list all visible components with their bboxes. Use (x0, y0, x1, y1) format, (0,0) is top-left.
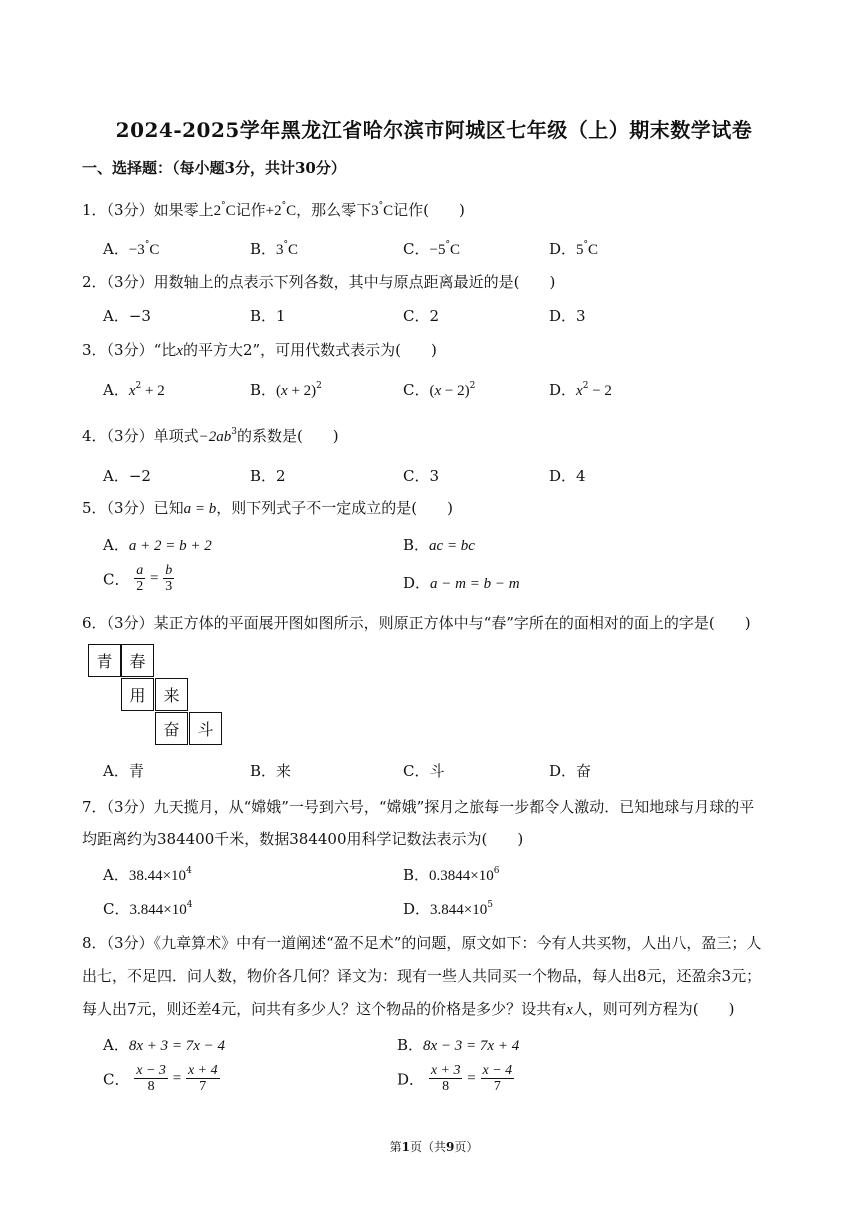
question-1-stem: 1．（3分）如果零上2°C记作+2°C，那么零下3°C记作( ) (82, 201, 465, 219)
q5-option-a: A．a + 2 = b + 2 (103, 536, 212, 554)
net-cell-dou: 斗 (189, 712, 222, 745)
q2-option-a: A．−3 (103, 307, 151, 325)
q8-option-a: A．8x + 3 = 7x − 4 (103, 1036, 226, 1054)
q5-option-d: D．a − m = b − m (403, 574, 520, 592)
q7-option-a: A．$38.44\times 10^4$ (103, 866, 192, 884)
question-3-stem: 3．（3分）“比x的平方大2”，可用代数式表示为( ) (82, 341, 437, 359)
question-7-line-1: 7．（3分）九天揽月，从“嫦娥”一号到六号，“嫦娥”探月之旅每一步都令人激动．已知地球与月球的平 (82, 798, 755, 816)
q6-option-b: B．来 (250, 762, 292, 780)
question-8-line-2: 出七，不足四．问人数，物价各几何？译文为：现有一些人共同买一个物品，每人出8元，还盈余3元； (82, 967, 762, 985)
q6-option-c: C．斗 (403, 762, 445, 780)
net-cell-lai: 来 (155, 678, 188, 711)
q4-option-c: C．3 (403, 467, 440, 485)
q2-option-b: B．1 (250, 307, 286, 325)
q3-option-b: B．$(x + 2)^2$ (250, 381, 322, 399)
q5-option-c: C． $\frac{a}{2}$ = $\frac{b}{3}$ (103, 563, 173, 595)
q2-option-d: D．3 (549, 307, 586, 325)
q1-option-a: A．−3°C (103, 240, 160, 258)
q1-option-b: B．3°C (250, 240, 299, 258)
q8-option-d: D． $\frac{x + 3}{8}$ = $\frac{x - 4}{7}$ (397, 1063, 513, 1095)
q1-option-d: D．5°C (549, 240, 599, 258)
q3-option-a: A．$x^2 + 2$ (103, 381, 165, 399)
q8-option-c: C． $\frac{x - 3}{8}$ = $\frac{x + 4}{7}$ (103, 1063, 218, 1095)
q2-option-c: C．2 (403, 307, 440, 325)
page-footer: 第1页（共9页） (389, 1140, 479, 1154)
q4-option-a: A．−2 (103, 467, 151, 485)
question-2-stem: 2．（3分）用数轴上的点表示下列各数，其中与原点距离最近的是( ) (82, 273, 556, 291)
exam-title: 2024-2025学年黑龙江省哈尔滨市阿城区七年级（上）期末数学试卷 (115, 118, 753, 142)
question-7-line-2: 均距离约为384400千米，数据384400用科学记数法表示为( ) (82, 830, 524, 848)
question-4-stem: 4．（3分）单项式$-2ab^3$的系数是( ) (82, 427, 339, 445)
question-5-stem: 5．（3分）已知a = b，则下列式子不一定成立的是( ) (82, 499, 453, 517)
question-6-stem: 6．（3分）某正方体的平面展开图如图所示，则原正方体中与“春”字所在的面相对的面上的字是( ) (82, 614, 751, 632)
q4-option-d: D．4 (549, 467, 586, 485)
net-cell-fen: 奋 (155, 712, 188, 745)
q6-option-d: D．奋 (549, 762, 592, 780)
q7-option-c: C．$3.844\times 10^4$ (103, 900, 193, 918)
q3-option-c: C．$(x - 2)^2$ (403, 381, 476, 399)
question-8-line-1: 8．（3分）《九章算术》中有一道阐述“盈不足术”的问题，原文如下：今有人共买物，人出八，盈三；人 (82, 934, 762, 952)
q6-option-a: A．青 (103, 762, 144, 780)
section-heading: 一、选择题：（每小题3分，共计30分） (82, 159, 346, 177)
q4-option-b: B．2 (250, 467, 286, 485)
q5-option-b: B．ac = bc (403, 536, 475, 554)
question-8-line-3: 每人出7元，则还差4元，问共有多少人？这个物品的价格是多少？设共有x人，则可列方程为( ) (82, 1000, 735, 1018)
q7-option-b: B．$0.3844\times 10^6$ (403, 866, 500, 884)
net-cell-qing: 青 (88, 644, 121, 677)
q7-option-d: D．$3.844\times 10^5$ (403, 900, 493, 918)
net-cell-yong: 用 (121, 678, 154, 711)
net-cell-chun: 春 (121, 644, 154, 677)
q3-option-d: D．$x^2 - 2$ (549, 381, 612, 399)
q8-option-b: B．8x − 3 = 7x + 4 (397, 1036, 520, 1054)
q1-option-c: C．−5°C (403, 240, 460, 258)
